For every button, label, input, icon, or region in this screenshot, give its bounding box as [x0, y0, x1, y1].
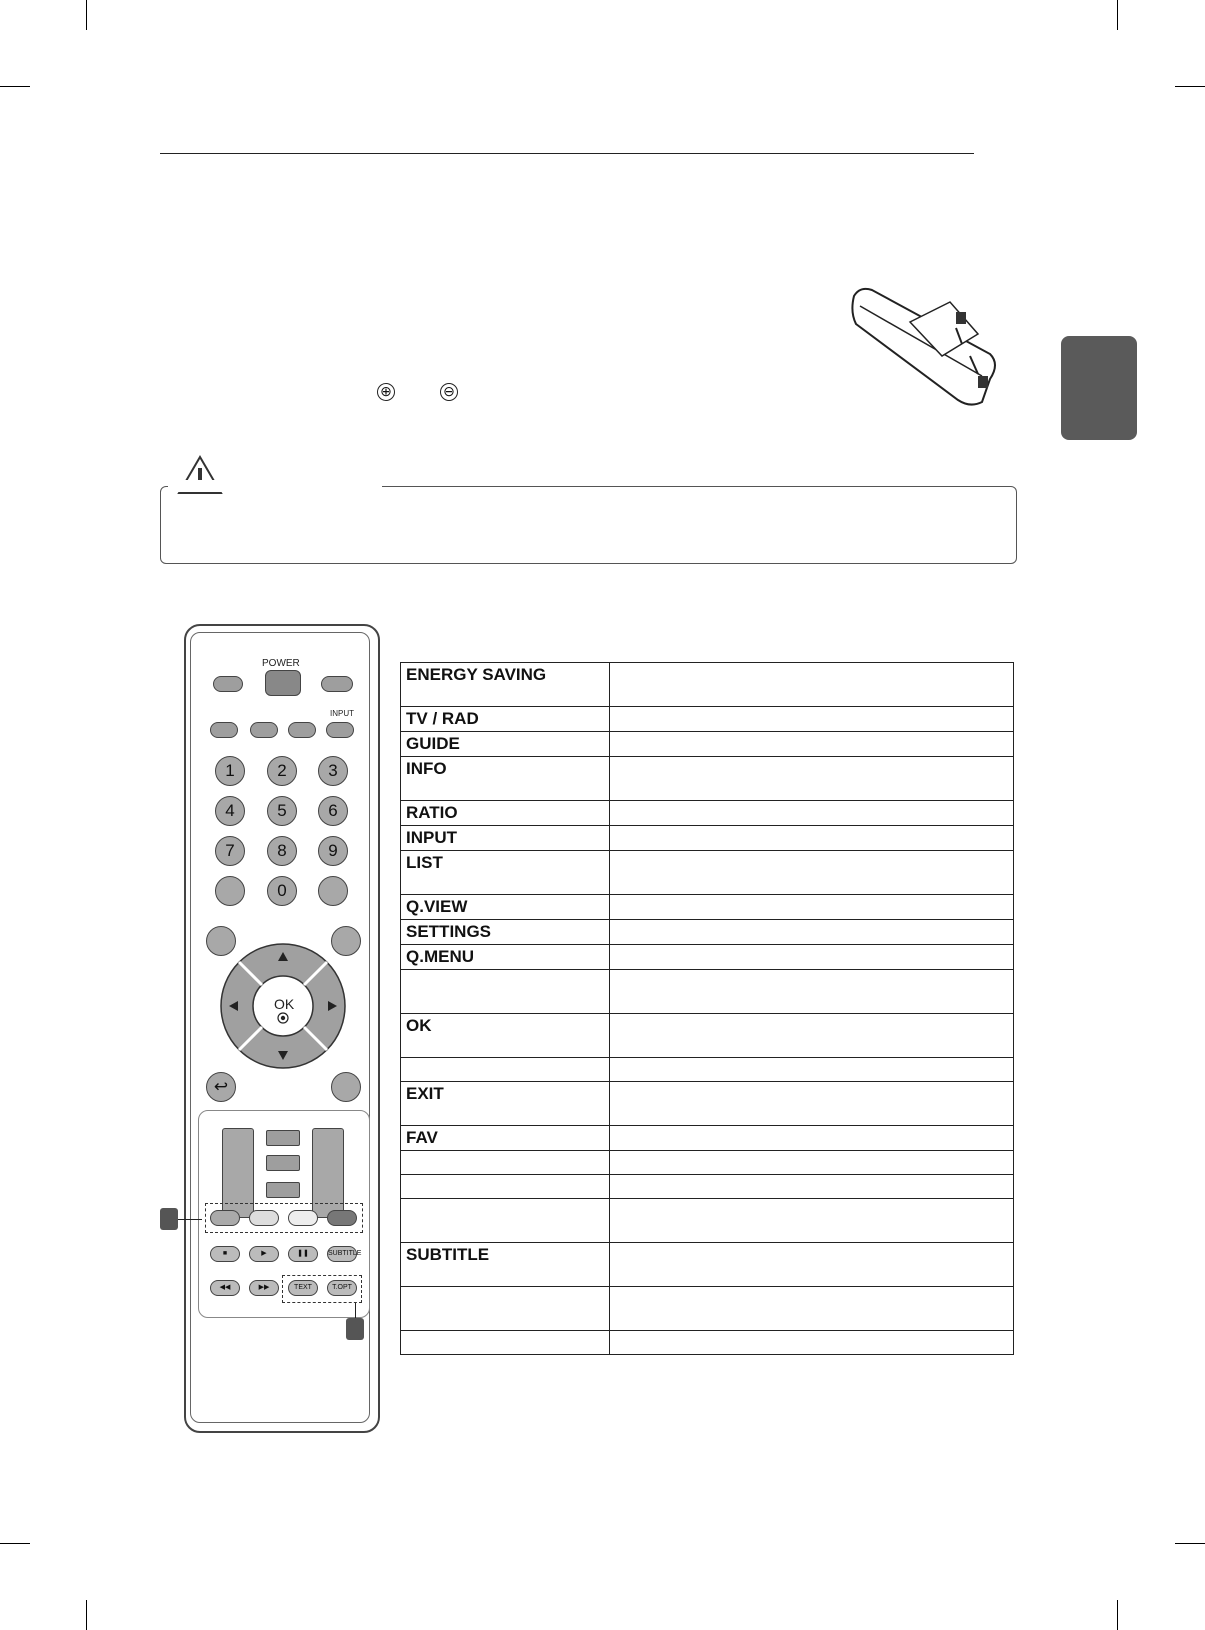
crop-mark — [1117, 0, 1118, 30]
number-1-button[interactable]: 1 — [215, 756, 245, 786]
plus-symbol: ⊕ — [377, 383, 395, 401]
input-button[interactable] — [326, 722, 354, 738]
button-name-cell: Q.VIEW — [401, 895, 610, 920]
number-7-button[interactable]: 7 — [215, 836, 245, 866]
button-description-cell — [610, 707, 1014, 732]
crop-mark — [0, 1543, 30, 1544]
table-row — [401, 707, 1014, 732]
button-description-cell — [610, 757, 1014, 801]
ratio-button[interactable] — [288, 722, 316, 738]
button-description-cell — [610, 945, 1014, 970]
callout-marker — [160, 1208, 178, 1230]
button-name-cell: ENERGY SAVING — [401, 663, 610, 707]
callout-line — [355, 1303, 356, 1318]
crop-mark — [0, 86, 30, 87]
button-name-cell: SETTINGS — [401, 920, 610, 945]
table-row — [401, 1287, 1014, 1331]
button-name-cell: LIST — [401, 851, 610, 895]
button-function-table — [400, 662, 1014, 1355]
button-description-cell — [610, 851, 1014, 895]
button-name-cell — [401, 970, 610, 1014]
text-button[interactable]: TEXT — [288, 1280, 318, 1296]
number-2-button[interactable]: 2 — [267, 756, 297, 786]
info-button[interactable] — [250, 722, 278, 738]
button-name-cell: TV / RAD — [401, 707, 610, 732]
table-row — [401, 851, 1014, 895]
fav-button[interactable] — [266, 1130, 300, 1146]
callout-line — [178, 1219, 202, 1220]
pause-button[interactable]: ❚❚ — [288, 1246, 318, 1262]
number-6-button[interactable]: 6 — [318, 796, 348, 826]
button-description-cell — [610, 663, 1014, 707]
table-row — [401, 970, 1014, 1014]
button-description-cell — [610, 1331, 1014, 1355]
table-row — [401, 945, 1014, 970]
power-button[interactable] — [265, 670, 301, 696]
crop-mark — [1175, 86, 1205, 87]
callout-marker — [346, 1318, 364, 1340]
button-name-cell: INFO — [401, 757, 610, 801]
button-description-cell — [610, 801, 1014, 826]
minus-symbol: ⊖ — [440, 383, 458, 401]
table-row — [401, 1014, 1014, 1058]
table-row — [401, 1126, 1014, 1151]
play-button[interactable]: ▶ — [249, 1246, 279, 1262]
section-tab — [1061, 336, 1137, 440]
battery-cover-illustration — [850, 284, 1000, 406]
button-description-cell — [610, 1151, 1014, 1175]
button-description-cell — [610, 732, 1014, 757]
button-name-cell: INPUT — [401, 826, 610, 851]
button-name-cell — [401, 1151, 610, 1175]
table-row — [401, 1199, 1014, 1243]
button-description-cell — [610, 895, 1014, 920]
button-description-cell — [610, 1287, 1014, 1331]
fast-forward-button[interactable]: ▶▶ — [249, 1280, 279, 1296]
number-8-button[interactable]: 8 — [267, 836, 297, 866]
table-row — [401, 663, 1014, 707]
number-9-button[interactable]: 9 — [318, 836, 348, 866]
button-name-cell: RATIO — [401, 801, 610, 826]
button-description-cell — [610, 1175, 1014, 1199]
table-row — [401, 757, 1014, 801]
red-button[interactable] — [210, 1210, 240, 1226]
input-label: INPUT — [330, 709, 354, 718]
number-3-button[interactable]: 3 — [318, 756, 348, 786]
crop-mark — [1117, 1600, 1118, 1630]
q-view-button[interactable] — [318, 876, 348, 906]
table-row — [401, 801, 1014, 826]
table-row — [401, 1058, 1014, 1082]
number-4-button[interactable]: 4 — [215, 796, 245, 826]
table-row — [401, 826, 1014, 851]
caution-gap — [168, 480, 382, 492]
button-description-cell — [610, 1126, 1014, 1151]
mute-button[interactable] — [266, 1182, 300, 1198]
guide-button[interactable] — [210, 722, 238, 738]
table-row — [401, 895, 1014, 920]
table-row — [401, 920, 1014, 945]
list-button[interactable] — [215, 876, 245, 906]
number-5-button[interactable]: 5 — [267, 796, 297, 826]
ok-label: OK — [274, 996, 295, 1012]
button-description-cell — [610, 826, 1014, 851]
t-opt-button[interactable]: T.OPT — [327, 1280, 357, 1296]
stop-button[interactable]: ■ — [210, 1246, 240, 1262]
button-description-cell — [610, 1199, 1014, 1243]
button-name-cell: EXIT — [401, 1082, 610, 1126]
button-name-cell — [401, 1331, 610, 1355]
button-description-cell — [610, 920, 1014, 945]
button-description-cell — [610, 970, 1014, 1014]
tv-rad-button[interactable] — [321, 676, 353, 692]
button-name-cell: FAV — [401, 1126, 610, 1151]
button-description-cell — [610, 1243, 1014, 1287]
rewind-button[interactable]: ◀◀ — [210, 1280, 240, 1296]
table-row — [401, 1175, 1014, 1199]
exit-button[interactable] — [331, 1072, 361, 1102]
button-description-cell — [610, 1014, 1014, 1058]
table-row — [401, 732, 1014, 757]
caution-box — [160, 486, 1017, 564]
button-name-cell — [401, 1175, 610, 1199]
button-description-cell — [610, 1082, 1014, 1126]
table-row — [401, 1331, 1014, 1355]
button-name-cell — [401, 1199, 610, 1243]
energy-saving-button[interactable] — [213, 676, 243, 692]
green-button[interactable] — [249, 1210, 279, 1226]
table-row — [401, 1082, 1014, 1126]
crop-mark — [86, 0, 87, 30]
power-label: POWER — [262, 658, 300, 669]
button-name-cell: Q.MENU — [401, 945, 610, 970]
blue-button[interactable] — [327, 1210, 357, 1226]
button-name-cell: SUBTITLE — [401, 1243, 610, 1287]
button-description-cell — [610, 1058, 1014, 1082]
button-name-cell: GUIDE — [401, 732, 610, 757]
header-rule — [160, 153, 974, 154]
crop-mark — [86, 1600, 87, 1630]
table-row — [401, 1243, 1014, 1287]
aspect-button[interactable] — [266, 1155, 300, 1171]
subtitle-button[interactable]: SUBTITLE — [327, 1246, 357, 1262]
yellow-button[interactable] — [288, 1210, 318, 1226]
back-button[interactable]: ↩ — [206, 1072, 236, 1102]
table-row — [401, 1151, 1014, 1175]
button-name-cell — [401, 1058, 610, 1082]
button-name-cell: OK — [401, 1014, 610, 1058]
number-0-button[interactable]: 0 — [267, 876, 297, 906]
button-name-cell — [401, 1287, 610, 1331]
crop-mark — [1175, 1543, 1205, 1544]
